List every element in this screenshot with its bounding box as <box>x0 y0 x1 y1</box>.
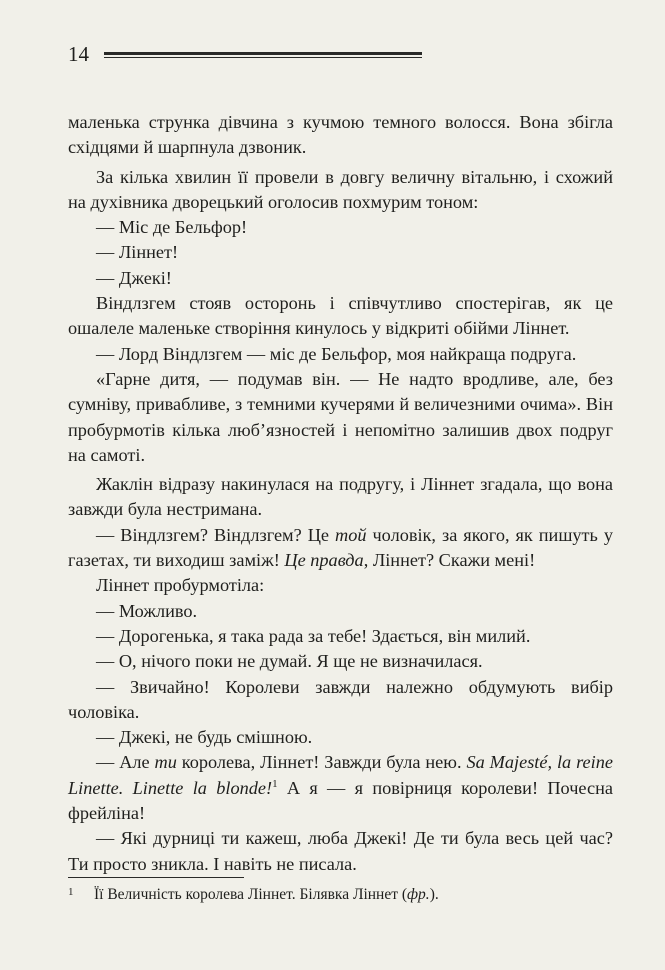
paragraph: — Міс де Бельфор! <box>96 217 248 238</box>
paragraph: Ліннет пробурмотіла: <box>96 575 265 596</box>
page-number: 14 <box>68 42 89 66</box>
body-text <box>68 110 613 877</box>
paragraph: — Які дурниці ти кажеш, люба Джекі! Де ти була весь цей час? Ти просто зникла. І навіть не писала. <box>68 828 613 874</box>
footnote-text: Її Величність королева Ліннет. Білявка Ліннет (фр.). <box>94 886 439 903</box>
paragraph: — Лорд Віндлзгем — міс де Бельфор, моя найкраща подруга. <box>96 343 577 364</box>
paragraph: — Звичайно! Королеви завжди належно обдумують вибір чоловіка. <box>68 676 613 722</box>
footnote-rule <box>68 877 244 878</box>
paragraph: Віндлзгем стояв осторонь і співчутливо спостерігав, як це ошалеле маленьке створіння кинулось у відкриті обійми Ліннет. <box>68 293 613 339</box>
footnote-mark: 1 <box>68 886 74 898</box>
paragraph: Жаклін відразу накинулася на подругу, і Ліннет згадала, що вона завжди була нестримана. <box>68 474 613 520</box>
paragraph: — Дорогенька, я така рада за тебе! Здається, він милий. <box>96 625 531 646</box>
footnote <box>68 884 613 906</box>
paragraph: — Але ти королева, Ліннет! Завжди була нею. Sa Majesté, la reine Linette. Linette la blonde!$^1$ А я — я повірниця королеви! Почесна фрейліна! <box>68 752 613 824</box>
header-rule <box>104 52 422 58</box>
paragraph: За кілька хвилин її провели в довгу величну вітальню, і схожий на духівника дворецький оголосив похмурим тоном: <box>68 166 613 212</box>
paragraph: — Можливо. <box>96 600 198 621</box>
paragraph: — О, нічого поки не думай. Я ще не визначилася. <box>96 651 483 672</box>
paragraph: — Ліннет! <box>96 242 179 263</box>
paragraph: — Джекі, не будь смішною. <box>96 727 313 748</box>
paragraph: маленька струнка дівчина з кучмою темного волосся. Вона збігла східцями й шарпнула дзвоник. <box>68 112 613 158</box>
paragraph: — Віндлзгем? Віндлзгем? Це той чоловік, за якого, як пишуть у газетах, ти виходиш заміж! Це правда, Ліннет? Скажи мені! <box>68 524 614 571</box>
paragraph: — Джекі! <box>96 267 172 288</box>
paragraph: «Гарне дитя, — подумав він. — Не надто вродливе, але, без сумніву, привабливе, з темними кучерями й величезними очима». Він пробурмотів кілька люб’язностей і непомітно залишив двох подруг на самоті. <box>68 368 613 465</box>
